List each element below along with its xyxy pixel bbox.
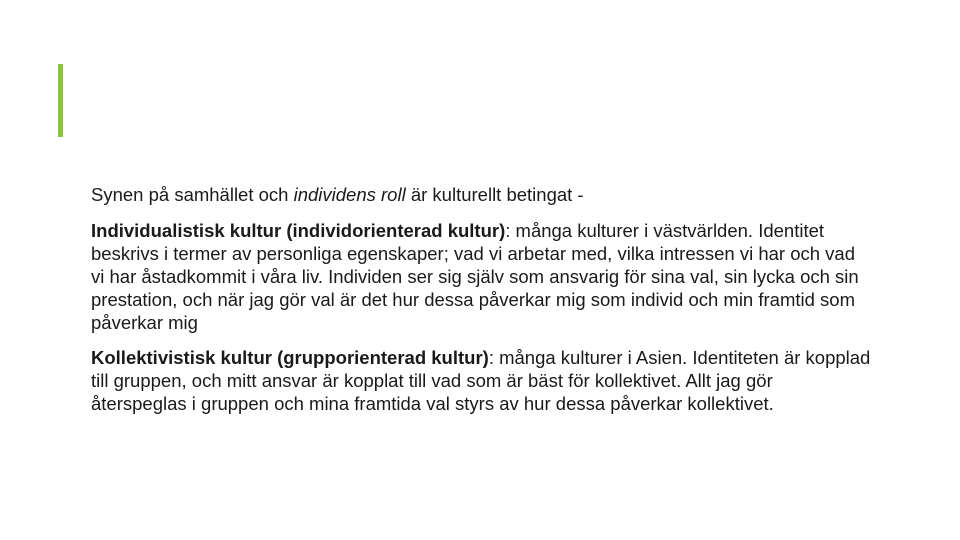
collectivistic-paragraph	[91, 346, 871, 415]
intro-paragraph	[91, 183, 871, 206]
accent-bar	[58, 64, 63, 137]
collectivistic-description: : många kulturer i Asien. Identiteten är kopplad till gruppen, och mitt ansvar är kopplat till vad som är bäst för kollektivet. Allt jag gör återspeglas i gruppen och mina framtida val styrs av hur dessa påverkar kollektivet.	[91, 347, 871, 414]
individualistic-description: : många kulturer i västvärlden. Identitet beskrivs i termer av personliga egenskaper; vad vi arbetar med, vilka intressen vi har och vad vi har åstadkommit i våra liv. Individen ser sig själv som ansvarig för sina val, sin lycka och sin prestation, och när jag gör val är det hur dessa påverkar mig som individ och min framtid som påverkar mig	[91, 220, 859, 333]
intro-italic-phrase: individens roll	[293, 184, 406, 205]
individualistic-paragraph	[91, 219, 871, 334]
slide-body	[91, 183, 871, 427]
individualistic-term: Individualistisk kultur (individorienterad kultur)	[91, 220, 506, 241]
collectivistic-term: Kollektivistisk kultur (grupporienterad kultur)	[91, 347, 489, 368]
intro-text-end: är kulturellt betingat -	[405, 184, 584, 205]
intro-text-start: Synen på samhället och	[91, 184, 294, 205]
